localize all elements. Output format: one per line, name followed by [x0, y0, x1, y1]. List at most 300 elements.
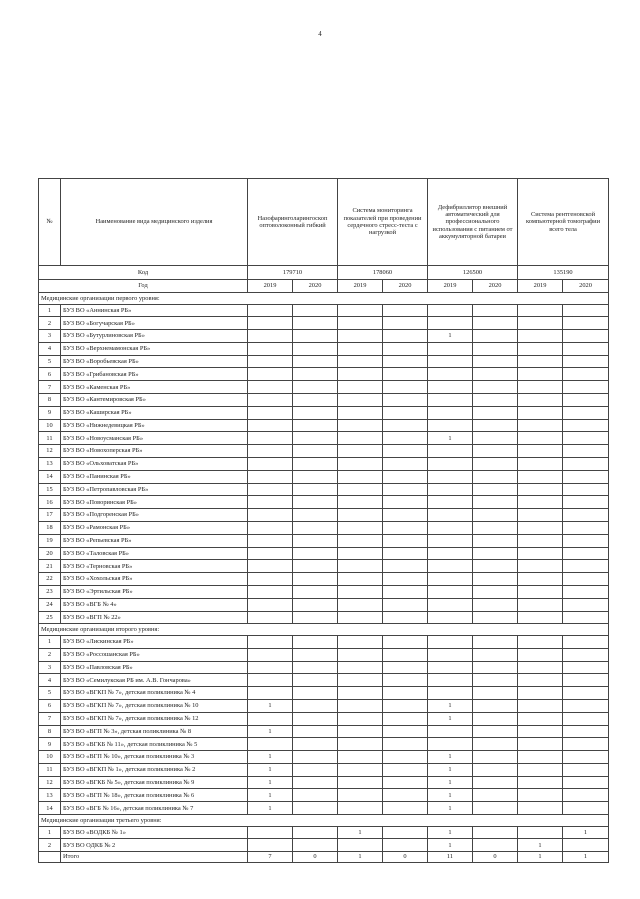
quantity-cell [563, 560, 609, 573]
quantity-cell [473, 751, 518, 764]
organization-name: БУЗ ВО «Кантемировская РБ» [61, 394, 248, 407]
quantity-cell [473, 368, 518, 381]
quantity-cell [248, 406, 293, 419]
quantity-cell [518, 304, 563, 317]
quantity-cell [383, 763, 428, 776]
quantity-cell [473, 496, 518, 509]
organization-name: БУЗ ВО «ВОДКБ № 1» [61, 826, 248, 839]
quantity-cell [248, 738, 293, 751]
organization-name: БУЗ ВО «Лискинская РБ» [61, 635, 248, 648]
total-cell: 1 [338, 852, 383, 863]
quantity-cell [473, 839, 518, 852]
quantity-cell [293, 445, 338, 458]
code-label: Код [39, 266, 248, 280]
quantity-cell [518, 573, 563, 586]
quantity-cell [563, 547, 609, 560]
quantity-cell: 1 [428, 763, 473, 776]
quantity-cell [383, 586, 428, 599]
quantity-cell [518, 661, 563, 674]
quantity-cell [473, 648, 518, 661]
row-number: 21 [39, 560, 61, 573]
quantity-cell [248, 560, 293, 573]
row-number: 1 [39, 826, 61, 839]
quantity-cell [428, 342, 473, 355]
quantity-cell [293, 406, 338, 419]
quantity-cell [338, 445, 383, 458]
quantity-cell [248, 496, 293, 509]
row-number: 10 [39, 419, 61, 432]
table-row [39, 509, 609, 522]
group-header-row [39, 624, 609, 636]
quantity-cell [383, 776, 428, 789]
quantity-cell [428, 355, 473, 368]
organization-name: БУЗ ВО «ВГП № 22» [61, 611, 248, 624]
table-row [39, 699, 609, 712]
quantity-cell [518, 522, 563, 535]
quantity-cell [338, 661, 383, 674]
quantity-cell [293, 725, 338, 738]
quantity-cell [428, 674, 473, 687]
row-number: 13 [39, 458, 61, 471]
table-row [39, 598, 609, 611]
organization-name: БУЗ ВО «ВГБ № 16», детская поликлиника № 7 [61, 802, 248, 815]
quantity-cell [383, 712, 428, 725]
organization-name: БУЗ ВО «Эртильская РБ» [61, 586, 248, 599]
quantity-cell [563, 317, 609, 330]
quantity-cell [383, 826, 428, 839]
quantity-cell [563, 776, 609, 789]
year-value: 2020 [563, 279, 609, 293]
row-number: 15 [39, 483, 61, 496]
quantity-cell [338, 802, 383, 815]
quantity-cell [293, 470, 338, 483]
quantity-cell: 1 [428, 789, 473, 802]
quantity-cell [248, 304, 293, 317]
quantity-cell [383, 458, 428, 471]
quantity-cell [428, 573, 473, 586]
quantity-cell [248, 839, 293, 852]
quantity-cell [338, 648, 383, 661]
quantity-cell [473, 674, 518, 687]
quantity-cell [248, 432, 293, 445]
organization-name: БУЗ ВО «Грибановская РБ» [61, 368, 248, 381]
quantity-cell: 1 [248, 802, 293, 815]
group-title: Медицинские организации первого уровня: [39, 293, 609, 305]
quantity-cell [383, 547, 428, 560]
organization-name: БУЗ ВО «Павловская РБ» [61, 661, 248, 674]
quantity-cell [473, 789, 518, 802]
quantity-cell [248, 342, 293, 355]
quantity-cell [473, 712, 518, 725]
table-row [39, 406, 609, 419]
quantity-cell [383, 342, 428, 355]
quantity-cell [338, 725, 383, 738]
quantity-cell [293, 458, 338, 471]
quantity-cell [293, 509, 338, 522]
quantity-cell [338, 674, 383, 687]
quantity-cell [563, 432, 609, 445]
quantity-cell [563, 802, 609, 815]
quantity-cell [293, 381, 338, 394]
total-cell: 11 [428, 852, 473, 863]
quantity-cell [293, 598, 338, 611]
quantity-cell [563, 394, 609, 407]
organization-name: БУЗ ВО «Поворинская РБ» [61, 496, 248, 509]
quantity-cell [383, 725, 428, 738]
quantity-cell [338, 342, 383, 355]
quantity-cell [563, 586, 609, 599]
quantity-cell [338, 394, 383, 407]
row-number: 7 [39, 381, 61, 394]
quantity-cell [383, 509, 428, 522]
quantity-cell [248, 419, 293, 432]
quantity-cell [428, 738, 473, 751]
quantity-cell [293, 776, 338, 789]
quantity-cell [473, 522, 518, 535]
quantity-cell [293, 751, 338, 764]
quantity-cell [473, 304, 518, 317]
quantity-cell [293, 342, 338, 355]
quantity-cell [248, 687, 293, 700]
quantity-cell [518, 496, 563, 509]
quantity-cell [338, 419, 383, 432]
quantity-cell [518, 330, 563, 343]
quantity-cell [248, 458, 293, 471]
quantity-cell: 1 [248, 789, 293, 802]
row-number: 20 [39, 547, 61, 560]
quantity-cell [383, 381, 428, 394]
quantity-cell [473, 381, 518, 394]
quantity-cell [293, 355, 338, 368]
quantity-cell [518, 725, 563, 738]
quantity-cell [518, 406, 563, 419]
organization-name: БУЗ ВО «ВГКП № 7», детская поликлиника № 10 [61, 699, 248, 712]
quantity-cell [473, 725, 518, 738]
table-row [39, 712, 609, 725]
quantity-cell [428, 586, 473, 599]
row-number: 11 [39, 432, 61, 445]
quantity-cell: 1 [428, 839, 473, 852]
quantity-cell [428, 560, 473, 573]
table-row [39, 304, 609, 317]
quantity-cell [428, 611, 473, 624]
quantity-cell [248, 826, 293, 839]
quantity-cell [293, 304, 338, 317]
quantity-cell [383, 368, 428, 381]
quantity-cell [428, 725, 473, 738]
row-number: 9 [39, 406, 61, 419]
quantity-cell [518, 776, 563, 789]
row-number: 18 [39, 522, 61, 535]
table-row [39, 534, 609, 547]
quantity-cell [248, 573, 293, 586]
quantity-cell [293, 368, 338, 381]
quantity-cell [293, 432, 338, 445]
row-number: 13 [39, 789, 61, 802]
code-value: 178060 [338, 266, 428, 280]
row-number: 5 [39, 687, 61, 700]
table-row [39, 394, 609, 407]
quantity-cell [518, 432, 563, 445]
quantity-cell [518, 547, 563, 560]
quantity-cell: 1 [248, 763, 293, 776]
quantity-cell [338, 687, 383, 700]
quantity-cell [338, 483, 383, 496]
quantity-cell [473, 598, 518, 611]
row-number: 10 [39, 751, 61, 764]
quantity-cell [563, 368, 609, 381]
quantity-cell [293, 330, 338, 343]
quantity-cell [383, 304, 428, 317]
year-value: 2020 [473, 279, 518, 293]
table-row [39, 496, 609, 509]
row-number: 5 [39, 355, 61, 368]
year-value: 2019 [428, 279, 473, 293]
row-number: 19 [39, 534, 61, 547]
row-number: 2 [39, 839, 61, 852]
quantity-cell [338, 763, 383, 776]
table-row [39, 826, 609, 839]
page-number: 4 [318, 30, 322, 38]
quantity-cell [338, 330, 383, 343]
quantity-cell: 1 [248, 776, 293, 789]
organization-name: БУЗ ВО «ВГП № 10», детская поликлиника № 3 [61, 751, 248, 764]
quantity-cell [518, 394, 563, 407]
quantity-cell [428, 317, 473, 330]
quantity-cell [293, 547, 338, 560]
organization-name: БУЗ ВО «Репьевская РБ» [61, 534, 248, 547]
quantity-cell [563, 304, 609, 317]
quantity-cell [428, 534, 473, 547]
quantity-cell [248, 674, 293, 687]
header-name: Наименование вида медицинского изделия [61, 179, 248, 266]
quantity-cell [383, 445, 428, 458]
quantity-cell [338, 586, 383, 599]
row-number: 1 [39, 304, 61, 317]
quantity-cell [428, 483, 473, 496]
row-number: 4 [39, 342, 61, 355]
quantity-cell [383, 522, 428, 535]
total-cell: 7 [248, 852, 293, 863]
quantity-cell [518, 342, 563, 355]
quantity-cell [293, 661, 338, 674]
quantity-cell [383, 419, 428, 432]
quantity-cell [473, 406, 518, 419]
quantity-cell [293, 699, 338, 712]
quantity-cell [383, 483, 428, 496]
quantity-cell [293, 674, 338, 687]
organization-name: БУЗ ВО «Панинская РБ» [61, 470, 248, 483]
quantity-cell [428, 419, 473, 432]
year-value: 2019 [338, 279, 383, 293]
table-row [39, 635, 609, 648]
quantity-cell [293, 738, 338, 751]
quantity-cell [428, 394, 473, 407]
quantity-cell [293, 586, 338, 599]
table-row [39, 522, 609, 535]
total-cell: 0 [383, 852, 428, 863]
quantity-cell [338, 751, 383, 764]
quantity-cell [293, 826, 338, 839]
quantity-cell [338, 496, 383, 509]
quantity-cell [248, 598, 293, 611]
header-nasopharyngoscope: Назофаринголарингоскоп оптоволоконный гибкий [248, 179, 338, 266]
quantity-cell [293, 712, 338, 725]
table-row [39, 573, 609, 586]
table-row [39, 661, 609, 674]
quantity-cell [293, 573, 338, 586]
quantity-cell [338, 547, 383, 560]
quantity-cell [563, 699, 609, 712]
organization-name: БУЗ ВО «Богучарская РБ» [61, 317, 248, 330]
quantity-cell [518, 368, 563, 381]
row-number: 2 [39, 317, 61, 330]
table-row [39, 738, 609, 751]
row-number: 3 [39, 330, 61, 343]
code-row [39, 266, 609, 280]
quantity-cell [383, 317, 428, 330]
table-row [39, 776, 609, 789]
row-number: 3 [39, 661, 61, 674]
quantity-cell [518, 355, 563, 368]
quantity-cell [248, 648, 293, 661]
quantity-cell [248, 368, 293, 381]
table-row [39, 317, 609, 330]
table-row [39, 419, 609, 432]
quantity-cell [338, 699, 383, 712]
quantity-cell [293, 687, 338, 700]
row-number: 1 [39, 635, 61, 648]
row-number: 16 [39, 496, 61, 509]
quantity-cell [293, 534, 338, 547]
quantity-cell [563, 330, 609, 343]
quantity-cell [248, 317, 293, 330]
quantity-cell [383, 738, 428, 751]
quantity-cell [383, 330, 428, 343]
row-number: 2 [39, 648, 61, 661]
quantity-cell [338, 458, 383, 471]
organization-name: БУЗ ВО «Бутурлиновская РБ» [61, 330, 248, 343]
quantity-cell [338, 598, 383, 611]
quantity-cell [383, 699, 428, 712]
quantity-cell [248, 661, 293, 674]
quantity-cell [518, 635, 563, 648]
quantity-cell [563, 789, 609, 802]
table-row [39, 789, 609, 802]
total-num [39, 852, 61, 863]
quantity-cell [473, 560, 518, 573]
quantity-cell [473, 687, 518, 700]
quantity-cell [338, 712, 383, 725]
organization-name: БУЗ ВО «ВГП № 3», детская поликлиника № 8 [61, 725, 248, 738]
quantity-cell [563, 712, 609, 725]
quantity-cell: 1 [428, 776, 473, 789]
table-row [39, 560, 609, 573]
quantity-cell [518, 317, 563, 330]
organization-name: БУЗ ВО «Петропавловская РБ» [61, 483, 248, 496]
total-cell: 0 [293, 852, 338, 863]
group-header-row [39, 293, 609, 305]
quantity-cell [338, 738, 383, 751]
quantity-cell [473, 661, 518, 674]
organization-name: БУЗ ВО «Аннинская РБ» [61, 304, 248, 317]
organization-name: БУЗ ВО «ВГП № 18», детская поликлиника № 6 [61, 789, 248, 802]
quantity-cell [383, 687, 428, 700]
organization-name: БУЗ ВО «Россошанская РБ» [61, 648, 248, 661]
quantity-cell [473, 419, 518, 432]
quantity-cell [248, 445, 293, 458]
group-title: Медицинские организации второго уровня: [39, 624, 609, 636]
quantity-cell [563, 839, 609, 852]
quantity-cell [383, 839, 428, 852]
quantity-cell [383, 598, 428, 611]
header-stress-test-system: Система мониторинга показателей при проведении сердечного стресс-теста с нагрузкой [338, 179, 428, 266]
year-value: 2020 [383, 279, 428, 293]
quantity-cell [383, 802, 428, 815]
quantity-cell [473, 738, 518, 751]
table-row [39, 342, 609, 355]
table-row [39, 751, 609, 764]
quantity-cell [383, 534, 428, 547]
quantity-cell [518, 674, 563, 687]
organization-name: БУЗ ВО ОДКБ № 2 [61, 839, 248, 852]
quantity-cell [518, 699, 563, 712]
total-cell: 1 [563, 852, 609, 863]
quantity-cell [383, 432, 428, 445]
organization-name: БУЗ ВО «Верхнемамонская РБ» [61, 342, 248, 355]
table-row [39, 802, 609, 815]
quantity-cell [473, 458, 518, 471]
quantity-cell [428, 458, 473, 471]
quantity-cell [383, 573, 428, 586]
quantity-cell [563, 381, 609, 394]
group-header-row [39, 815, 609, 827]
row-number: 9 [39, 738, 61, 751]
quantity-cell [338, 560, 383, 573]
organization-name: БУЗ ВО «ВГКП № 7», детская поликлиника № 12 [61, 712, 248, 725]
quantity-cell [518, 826, 563, 839]
quantity-cell: 1 [563, 826, 609, 839]
quantity-cell [338, 355, 383, 368]
quantity-cell [473, 534, 518, 547]
quantity-cell: 1 [248, 725, 293, 738]
table-row [39, 687, 609, 700]
organization-name: БУЗ ВО «Новоусманская РБ» [61, 432, 248, 445]
quantity-cell [563, 483, 609, 496]
header-num: № [39, 179, 61, 266]
quantity-cell [428, 687, 473, 700]
quantity-cell [428, 445, 473, 458]
quantity-cell [473, 826, 518, 839]
quantity-cell [563, 342, 609, 355]
quantity-cell [293, 611, 338, 624]
organization-name: БУЗ ВО «Каменская РБ» [61, 381, 248, 394]
year-row [39, 279, 609, 293]
quantity-cell [383, 635, 428, 648]
table-row [39, 725, 609, 738]
quantity-cell [518, 738, 563, 751]
organization-name: БУЗ ВО «Воробьевская РБ» [61, 355, 248, 368]
row-number: 14 [39, 470, 61, 483]
quantity-cell [518, 445, 563, 458]
quantity-cell [248, 547, 293, 560]
row-number: 8 [39, 394, 61, 407]
quantity-cell [518, 483, 563, 496]
quantity-cell [383, 611, 428, 624]
quantity-cell [338, 534, 383, 547]
quantity-cell [293, 763, 338, 776]
quantity-cell [563, 509, 609, 522]
